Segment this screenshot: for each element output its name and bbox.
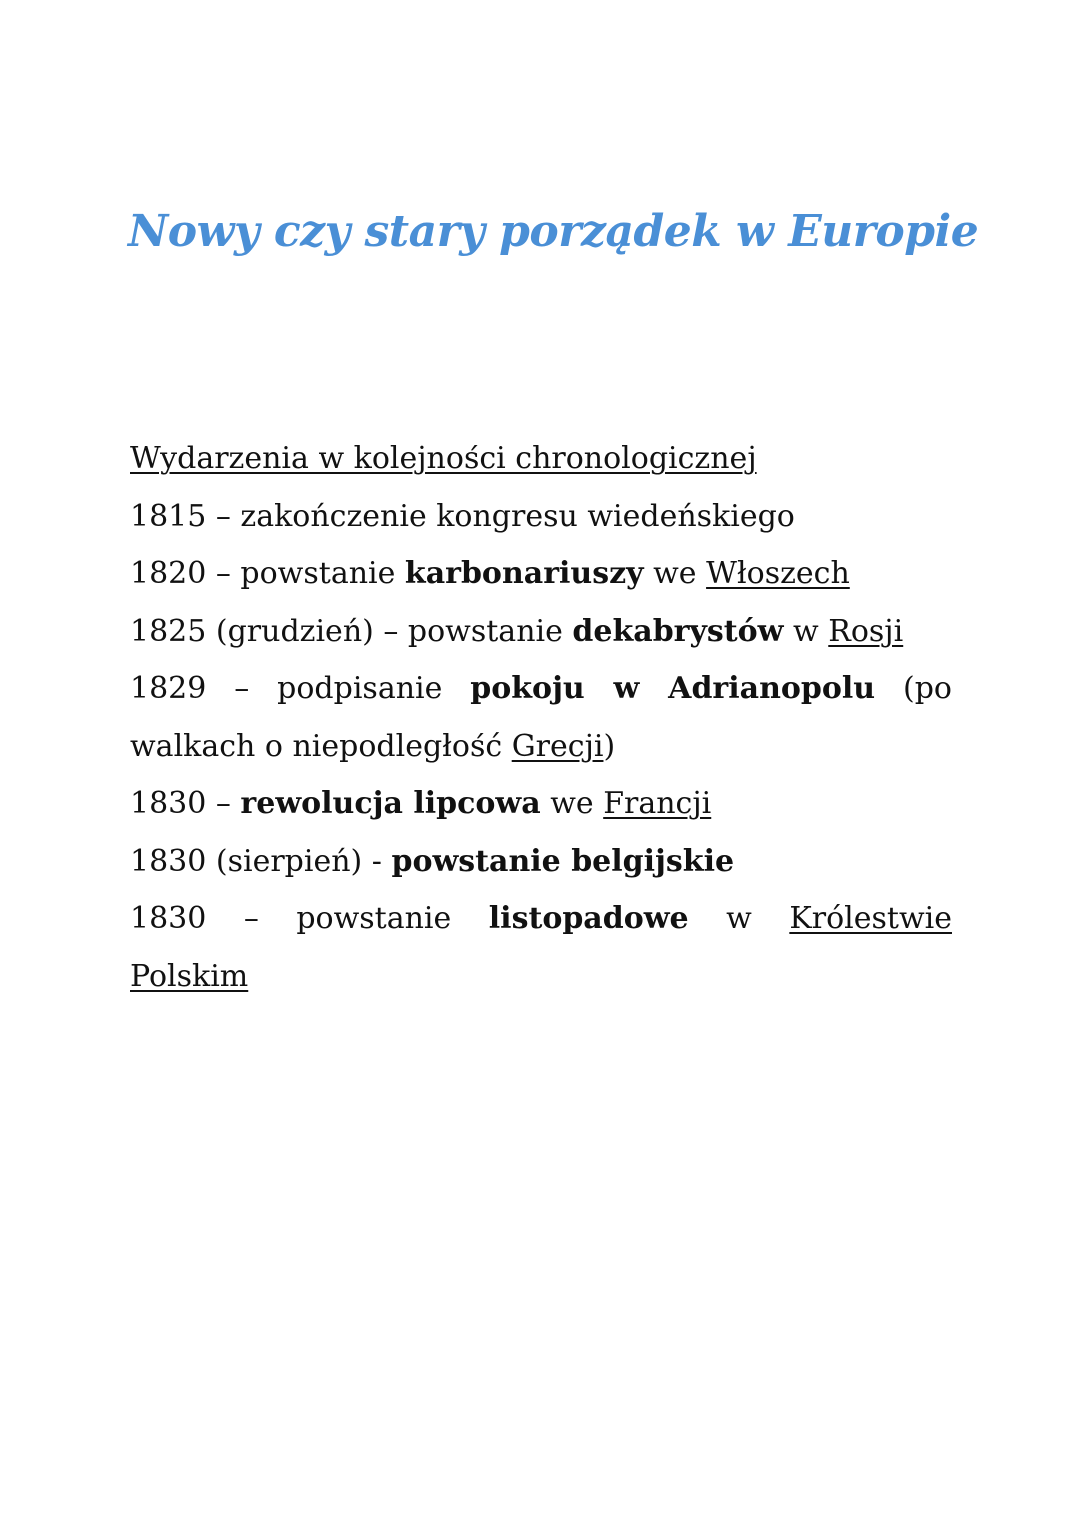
event-date-text: 1829 – podpisanie	[130, 671, 471, 706]
event-date-text: 1830 (sierpień) -	[130, 843, 392, 879]
event-1825-decembrists	[130, 603, 952, 661]
event-connector: we	[643, 556, 707, 591]
event-key-term: rewolucja lipcowa	[240, 786, 541, 821]
event-date-text: 1830 –	[130, 786, 241, 821]
event-place: Włoszech	[706, 556, 850, 591]
event-1830-july-revolution	[130, 775, 952, 833]
event-date-text: 1825 (grudzień) – powstanie	[130, 613, 573, 649]
event-key-term: listopadowe	[488, 901, 689, 936]
event-connector: we	[540, 786, 604, 821]
event-place: Królestwie	[789, 901, 952, 936]
section-heading: Wydarzenia w kolejności chronologicznej	[130, 441, 757, 476]
event-1829-adrianople	[130, 660, 952, 718]
event-connector: w	[783, 613, 829, 649]
event-key-term: karbonariuszy	[404, 556, 644, 591]
event-key-term: pokoju w Adrianopolu	[470, 671, 876, 706]
event-place: Rosji	[828, 613, 904, 649]
event-1815-congress	[130, 488, 952, 546]
event-key-term: powstanie belgijskie	[391, 843, 735, 879]
event-connector: w	[726, 901, 790, 936]
event-date-text: 1820 – powstanie	[130, 556, 405, 591]
event-continuation: walkach o niepodległość	[130, 728, 512, 764]
event-text: 1815 – zakończenie kongresu wiedeńskiego	[130, 498, 795, 534]
event-1820-carbonari	[130, 545, 952, 603]
event-date-text: 1830 – powstanie	[130, 901, 489, 936]
event-1829-adrianople-cont	[130, 718, 952, 776]
event-place: Grecji	[511, 728, 604, 764]
event-connector: (po	[903, 671, 952, 706]
event-continuation-end: )	[603, 728, 616, 764]
event-place: Francji	[603, 786, 712, 821]
event-1830-november-cont	[130, 948, 952, 1006]
page-title: Nowy czy stary porządek w Europie	[128, 206, 979, 257]
event-1830-november	[130, 890, 952, 948]
event-key-term: dekabrystów	[572, 613, 784, 649]
event-place-continuation: Polskim	[130, 958, 249, 994]
event-list	[130, 430, 952, 1005]
event-1830-belgian	[130, 833, 952, 891]
